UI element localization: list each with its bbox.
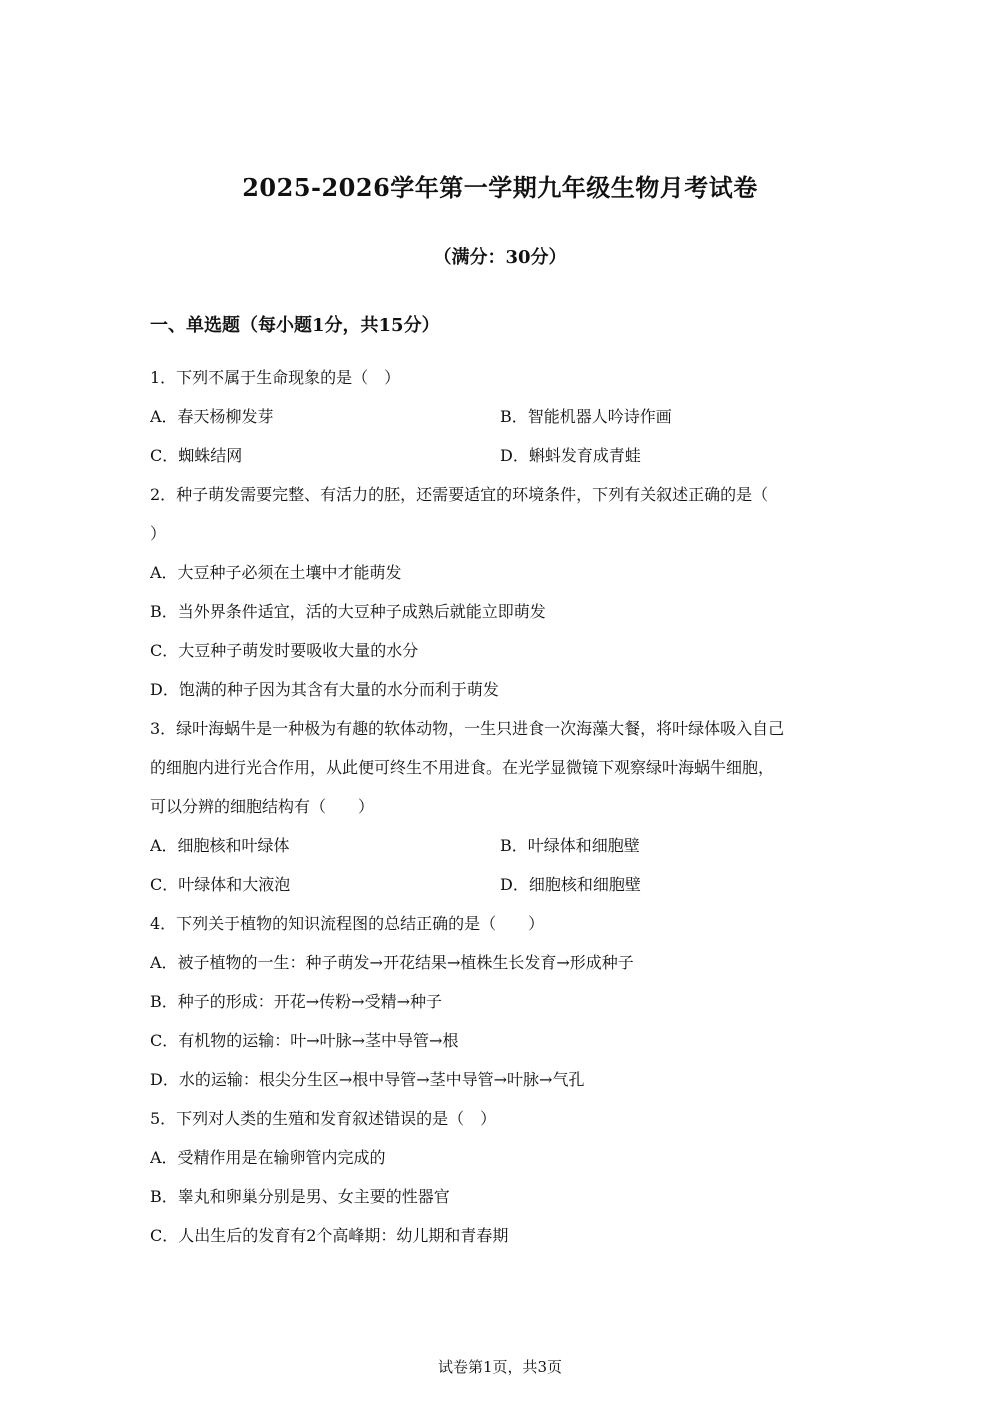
page-footer: 试卷第1页，共3页 <box>437 1358 563 1376</box>
option-c: C．人出生后的发育有2个高峰期：幼儿期和青春期 <box>150 1226 509 1245</box>
option-b: B．智能机器人吟诗作画 <box>500 407 672 426</box>
question-stem: 3．绿叶海蜗牛是一种极为有趣的软体动物，一生只进食一次海藻大餐，将叶绿体吸入自己 <box>150 719 785 738</box>
question-5 <box>150 1105 850 1261</box>
option-row <box>150 871 850 910</box>
option-c: C．大豆种子萌发时要吸收大量的水分 <box>150 641 419 660</box>
option-d: D．饱满的种子因为其含有大量的水分而利于萌发 <box>150 680 499 699</box>
exam-title: 2025-2026学年第一学期九年级生物月考试卷 <box>242 173 758 202</box>
question-stem-continued: 的细胞内进行光合作用，从此便可终生不用进食。在光学显微镜下观察绿叶海蜗牛细胞， <box>150 758 775 777</box>
option-a: A．大豆种子必须在土壤中才能萌发 <box>150 563 402 582</box>
questions-list <box>150 364 850 1261</box>
question-3 <box>150 715 850 910</box>
option-row <box>150 832 850 871</box>
question-2 <box>150 481 850 715</box>
question-stem-continued: ） <box>150 524 167 543</box>
option-row <box>150 403 850 442</box>
question-stem: 5．下列对人类的生殖和发育叙述错误的是（ ） <box>150 1109 497 1128</box>
option-b: B．当外界条件适宜，活的大豆种子成熟后就能立即萌发 <box>150 602 546 621</box>
question-stem-continued: 可以分辨的细胞结构有（ ） <box>150 797 375 816</box>
option-a: A．春天杨柳发芽 <box>150 407 274 426</box>
option-a: A．被子植物的一生：种子萌发→开花结果→植株生长发育→形成种子 <box>150 953 634 972</box>
score-note: （满分：30分） <box>433 247 567 268</box>
option-c: C．有机物的运输：叶→叶脉→茎中导管→根 <box>150 1031 459 1050</box>
option-d: D．细胞核和细胞壁 <box>500 875 641 894</box>
question-4 <box>150 910 850 1105</box>
question-stem: 1．下列不属于生命现象的是（ ） <box>150 368 401 387</box>
option-a: A．受精作用是在输卵管内完成的 <box>150 1148 386 1167</box>
option-c: C．蜘蛛结网 <box>150 446 243 465</box>
question-stem: 2．种子萌发需要完整、有活力的胚，还需要适宜的环境条件，下列有关叙述正确的是（ <box>150 485 769 504</box>
option-row <box>150 442 850 481</box>
question-1 <box>150 364 850 481</box>
question-stem: 4．下列关于植物的知识流程图的总结正确的是（ ） <box>150 914 545 933</box>
section-heading: 一、单选题（每小题1分，共15分） <box>150 315 440 336</box>
option-c: C．叶绿体和大液泡 <box>150 875 291 894</box>
option-d: D．蝌蚪发育成青蛙 <box>500 446 641 465</box>
option-b: B．种子的形成：开花→传粉→受精→种子 <box>150 992 442 1011</box>
option-d: D．水的运输：根尖分生区→根中导管→茎中导管→叶脉→气孔 <box>150 1070 585 1089</box>
option-b: B．睾丸和卵巢分别是男、女主要的性器官 <box>150 1187 450 1206</box>
option-a: A．细胞核和叶绿体 <box>150 836 290 855</box>
option-b: B．叶绿体和细胞壁 <box>500 836 640 855</box>
